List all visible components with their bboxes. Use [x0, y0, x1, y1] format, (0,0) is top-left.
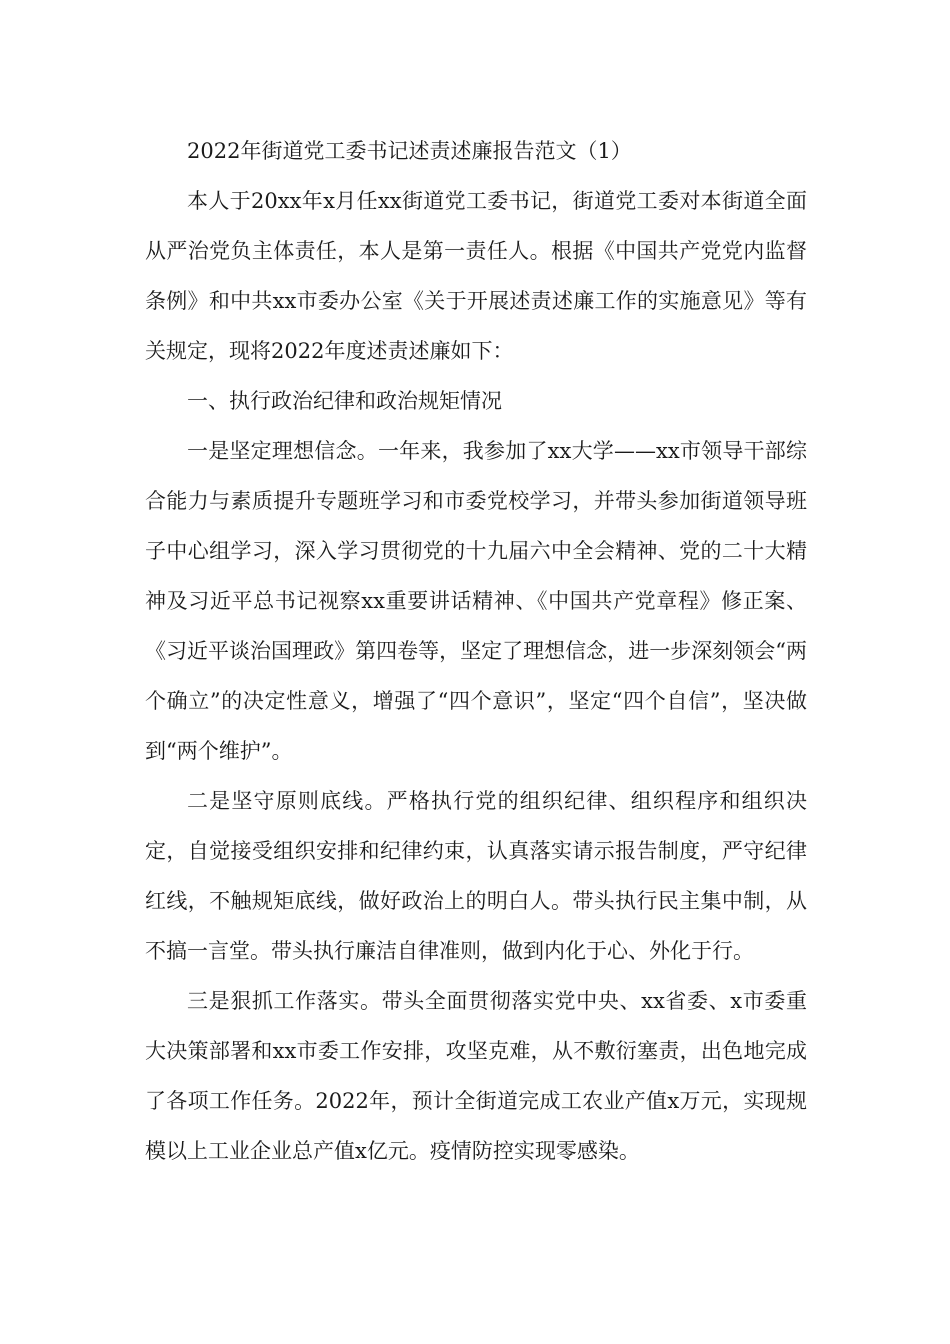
document-body: [145, 126, 807, 1176]
paragraph-intro: 本人于20xx年x月任xx街道党工委书记，街道党工委对本街道全面从严治党负主体责任，本人是第一责任人。根据《中国共产党党内监督条例》和中共xx市委办公室《关于开展述责述廉工作的实施意见》等有关规定，现将2022年度述责述廉如下：: [145, 189, 807, 363]
paragraph-implementation: 三是狠抓工作落实。带头全面贯彻落实党中央、xx省委、x市委重大决策部署和xx市委工作安排，攻坚克难，从不敷衍塞责，出色地完成了各项工作任务。2022年，预计全街道完成工农业产值x万元，实现规模以上工业企业总产值x亿元。疫情防控实现零感染。: [145, 989, 807, 1163]
section-heading-1: 一、执行政治纪律和政治规矩情况: [187, 389, 502, 413]
document-title: 2022年街道党工委书记述责述廉报告范文（1）: [187, 139, 632, 163]
paragraph-principles: 二是坚守原则底线。严格执行党的组织纪律、组织程序和组织决定，自觉接受组织安排和纪律约束，认真落实请示报告制度，严守纪律红线，不触规矩底线，做好政治上的明白人。带头执行民主集中制，从不搞一言堂。带头执行廉洁自律准则，做到内化于心、外化于行。: [145, 789, 807, 963]
paragraph-ideals: 一是坚定理想信念。一年来，我参加了xx大学——xx市领导干部综合能力与素质提升专题班学习和市委党校学习，并带头参加街道领导班子中心组学习，深入学习贯彻党的十九届六中全会精神、党的二十大精神及习近平总书记视察xx重要讲话精神、《中国共产党章程》修正案、《习近平谈治国理政》第四卷等，坚定了理想信念，进一步深刻领会“两个确立”的决定性意义，增强了“四个意识”，坚定“四个自信”，坚决做到“两个维护”。: [145, 439, 807, 763]
